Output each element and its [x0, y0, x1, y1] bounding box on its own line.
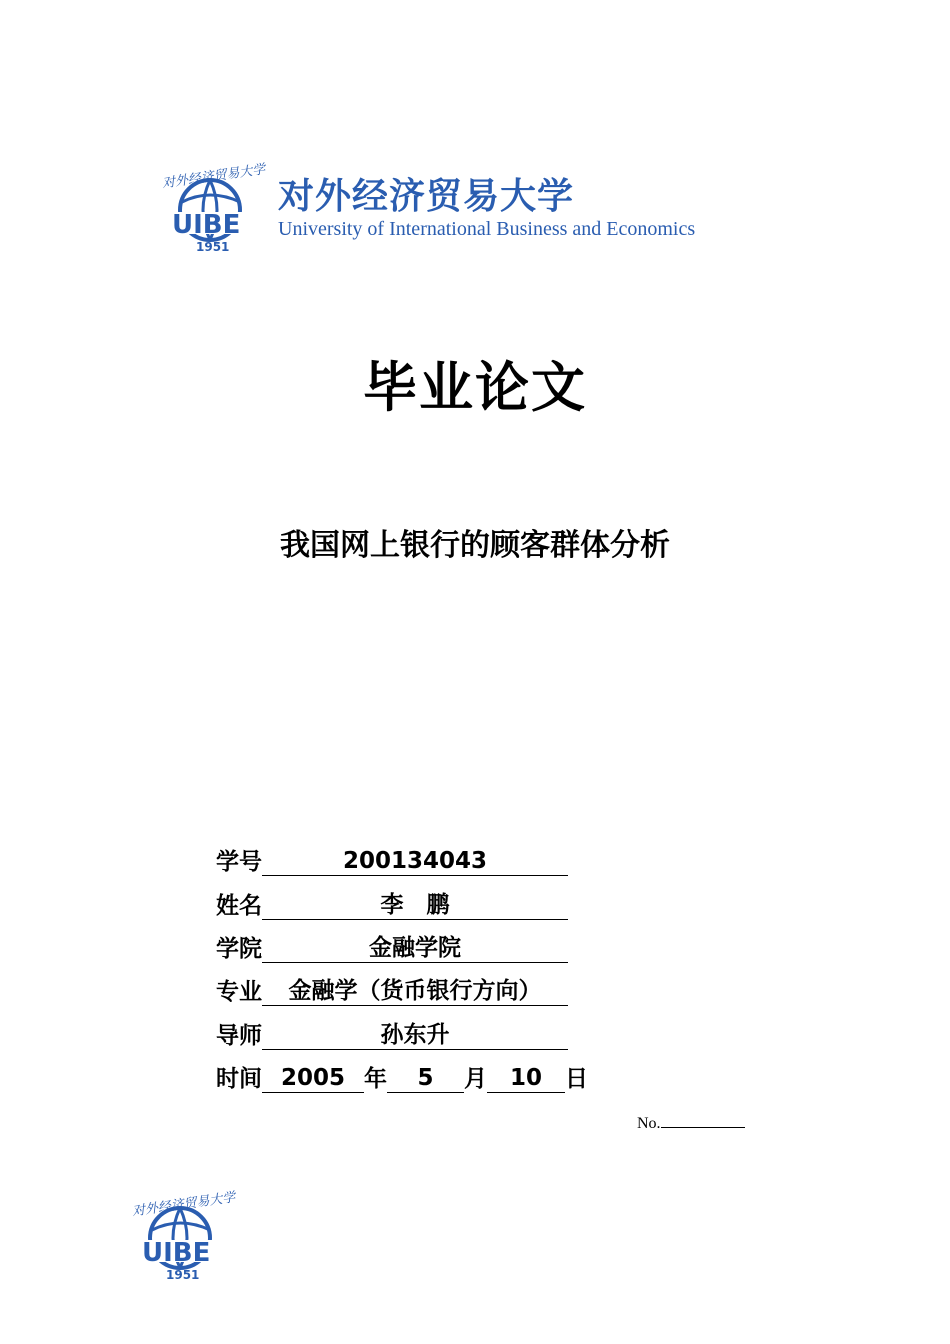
date-year: 2005 — [262, 1064, 364, 1093]
date-day: 10 — [487, 1064, 565, 1093]
month-unit: 月 — [464, 1066, 487, 1092]
day-unit: 日 — [565, 1066, 588, 1092]
serial-number-blank — [661, 1113, 745, 1128]
advisor-label: 导师 — [216, 1023, 262, 1049]
college-value: 金融学院 — [262, 934, 568, 963]
info-row-student-id — [216, 836, 568, 876]
info-row-major — [216, 966, 568, 1006]
uibe-emblem-icon — [128, 1178, 238, 1288]
document-type-title: 毕业论文 — [363, 356, 587, 419]
serial-number-field — [637, 1113, 745, 1133]
major-label: 专业 — [216, 979, 262, 1005]
info-row-date — [216, 1053, 588, 1093]
footer-logo-year: 1951 — [166, 1268, 200, 1282]
info-row-advisor — [216, 1010, 568, 1050]
uibe-emblem-icon — [158, 150, 268, 260]
university-name-en: University of International Business and Economics — [278, 218, 696, 240]
student-id-label: 学号 — [216, 849, 262, 875]
svg-text:对外经济贸易大学: 对外经济贸易大学 — [161, 162, 267, 192]
info-row-college — [216, 923, 568, 963]
name-label: 姓名 — [216, 893, 262, 919]
date-month: 5 — [387, 1064, 464, 1093]
svg-text:对外经济贸易大学: 对外经济贸易大学 — [131, 1190, 237, 1220]
student-id-value: 200134043 — [262, 847, 568, 876]
advisor-value: 孙东升 — [262, 1021, 568, 1050]
name-value: 李 鹏 — [262, 891, 568, 920]
logo-mark-text: UIBE — [172, 210, 241, 240]
serial-number-label: No. — [637, 1115, 661, 1132]
university-name-cn: 对外经济贸易大学 — [278, 175, 575, 217]
footer-logo-mark-text: UIBE — [142, 1238, 211, 1268]
year-unit: 年 — [364, 1066, 387, 1092]
info-row-name — [216, 880, 568, 920]
college-label: 学院 — [216, 936, 262, 962]
footer-logo — [128, 1178, 238, 1292]
thesis-title: 我国网上银行的顾客群体分析 — [280, 528, 670, 563]
date-label: 时间 — [216, 1066, 262, 1092]
university-logo — [158, 150, 268, 264]
logo-year: 1951 — [196, 240, 230, 254]
major-value: 金融学（货币银行方向） — [262, 977, 568, 1006]
